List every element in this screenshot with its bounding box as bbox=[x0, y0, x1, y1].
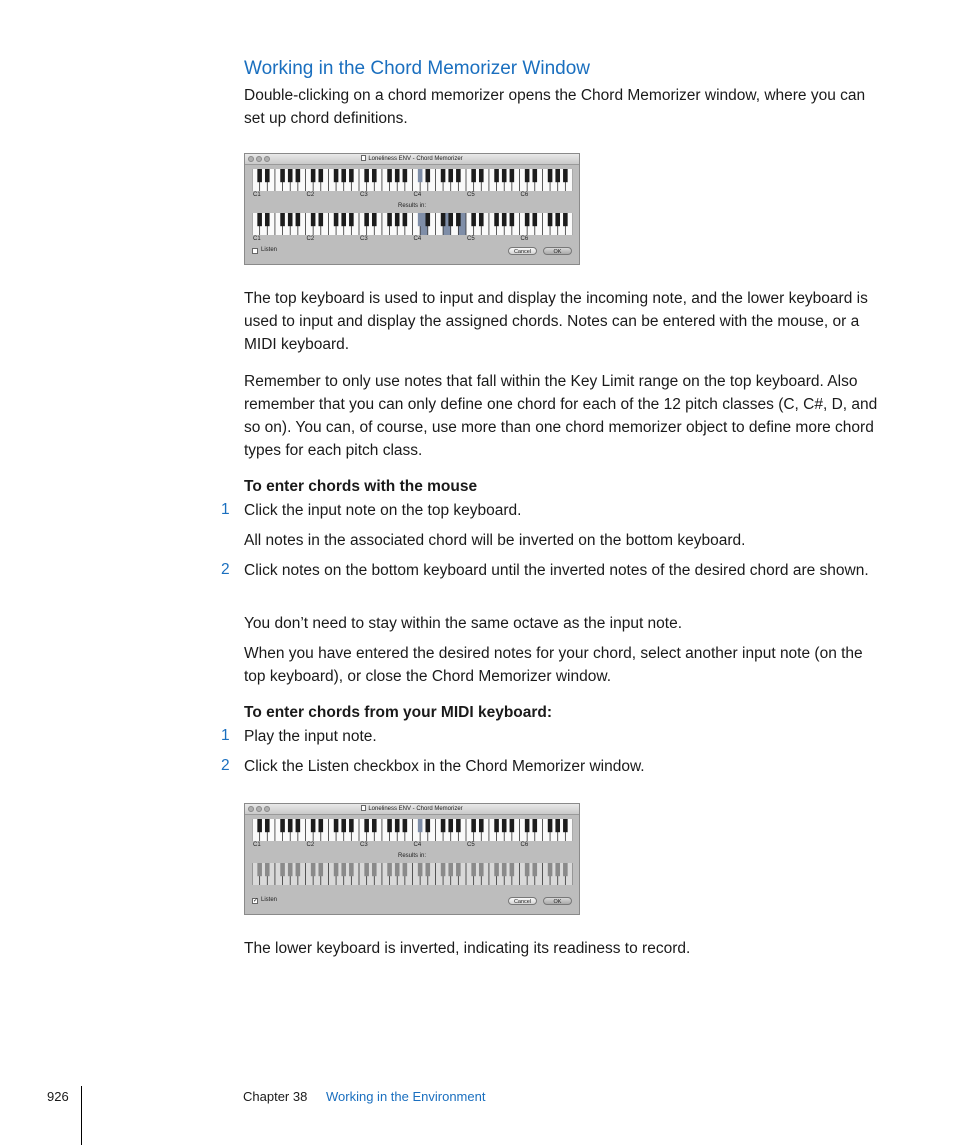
black-key bbox=[448, 213, 453, 226]
black-key bbox=[364, 169, 369, 182]
midi-step-2: Click the Listen checkbox in the Chord Memorizer window. bbox=[244, 758, 645, 775]
black-key bbox=[555, 819, 560, 832]
black-key bbox=[563, 213, 568, 226]
document-icon bbox=[361, 155, 366, 161]
black-key bbox=[288, 819, 293, 832]
black-key bbox=[510, 213, 515, 226]
output-keyboard-inverted[interactable] bbox=[252, 863, 573, 885]
black-key bbox=[280, 863, 285, 876]
input-keyboard[interactable] bbox=[252, 169, 573, 191]
page-number: 926 bbox=[47, 1089, 69, 1104]
ok-button[interactable]: OK bbox=[543, 247, 572, 255]
black-key bbox=[418, 169, 423, 182]
black-key bbox=[280, 169, 285, 182]
black-key bbox=[525, 213, 530, 226]
paragraph-key-limit: Remember to only use notes that fall within the Key Limit range on the top keyboard. Also remember that you can only define one chord for each of the 12 pitch classes (C, C#, D, and so on). You can, of course, use more than one chord memorizer object to define more chord types for each pitch class. bbox=[244, 373, 878, 459]
black-key bbox=[448, 863, 453, 876]
black-key bbox=[532, 819, 537, 832]
octave-label: C6 bbox=[520, 842, 529, 848]
black-key bbox=[257, 819, 262, 832]
step-number: 2 bbox=[221, 757, 230, 774]
black-key bbox=[349, 819, 354, 832]
step-number: 1 bbox=[221, 727, 230, 744]
black-key bbox=[425, 213, 430, 226]
black-key bbox=[265, 169, 270, 182]
black-key bbox=[456, 169, 461, 182]
mouse-heading: To enter chords with the mouse bbox=[244, 478, 478, 495]
chapter-label: Chapter 38 bbox=[243, 1089, 308, 1104]
black-key bbox=[364, 213, 369, 226]
black-key bbox=[265, 213, 270, 226]
black-key bbox=[555, 169, 560, 182]
black-key bbox=[425, 863, 430, 876]
cancel-button[interactable]: Cancel bbox=[508, 897, 537, 905]
black-key bbox=[471, 169, 476, 182]
octave-label: C4 bbox=[413, 842, 422, 848]
black-key bbox=[311, 863, 316, 876]
black-key bbox=[257, 213, 262, 226]
black-key bbox=[502, 169, 507, 182]
black-key bbox=[372, 819, 377, 832]
results-label: Results in: bbox=[397, 203, 426, 209]
black-key bbox=[494, 819, 499, 832]
octave-label: C3 bbox=[360, 192, 368, 198]
mouse-step-2: Click notes on the bottom keyboard until the inverted notes of the desired chord are shown. bbox=[244, 562, 869, 579]
black-key bbox=[296, 819, 301, 832]
black-key bbox=[418, 819, 423, 832]
black-key bbox=[341, 169, 346, 182]
black-key bbox=[334, 819, 339, 832]
black-key bbox=[510, 863, 515, 876]
octave-label: C4 bbox=[413, 192, 422, 198]
black-key bbox=[341, 863, 346, 876]
black-key bbox=[372, 169, 377, 182]
black-key bbox=[418, 213, 423, 226]
octave-label: C2 bbox=[306, 192, 315, 198]
black-key bbox=[364, 863, 369, 876]
black-key bbox=[318, 819, 323, 832]
input-keyboard[interactable] bbox=[252, 819, 573, 841]
black-key bbox=[510, 819, 515, 832]
listen-label: Listen bbox=[261, 897, 278, 903]
black-key bbox=[548, 863, 553, 876]
document-icon bbox=[361, 805, 366, 811]
black-key bbox=[372, 863, 377, 876]
black-key bbox=[510, 169, 515, 182]
listen-checkbox-checked[interactable]: ✓ bbox=[253, 898, 259, 904]
black-key bbox=[563, 169, 568, 182]
black-key bbox=[364, 819, 369, 832]
black-key bbox=[387, 819, 392, 832]
octave-label: C3 bbox=[360, 842, 368, 848]
black-key bbox=[456, 819, 461, 832]
black-key bbox=[395, 213, 400, 226]
black-key bbox=[532, 213, 537, 226]
black-key bbox=[563, 863, 568, 876]
black-key bbox=[525, 819, 530, 832]
black-key bbox=[525, 169, 530, 182]
black-key bbox=[471, 863, 476, 876]
octave-label: C6 bbox=[520, 192, 529, 198]
black-key bbox=[387, 169, 392, 182]
black-key bbox=[288, 169, 293, 182]
chord-memorizer-window-1 bbox=[244, 153, 580, 265]
black-key bbox=[555, 863, 560, 876]
listen-label: Listen bbox=[261, 247, 278, 253]
black-key bbox=[456, 863, 461, 876]
black-key bbox=[318, 169, 323, 182]
black-key bbox=[441, 169, 446, 182]
black-key bbox=[403, 819, 408, 832]
black-key bbox=[318, 863, 323, 876]
octave-label: C5 bbox=[467, 842, 475, 848]
mouse-step-1: Click the input note on the top keyboard. bbox=[244, 502, 522, 519]
black-key bbox=[334, 169, 339, 182]
closing-paragraph: The lower keyboard is inverted, indicating its readiness to record. bbox=[244, 940, 691, 957]
black-key bbox=[334, 863, 339, 876]
intro-paragraph: Double-clicking on a chord memorizer opens the Chord Memorizer window, where you can set up chord definitions. bbox=[244, 87, 866, 127]
black-key bbox=[441, 819, 446, 832]
black-key bbox=[387, 863, 392, 876]
black-key bbox=[548, 213, 553, 226]
footer-divider bbox=[81, 1086, 82, 1145]
black-key bbox=[403, 169, 408, 182]
black-key bbox=[563, 819, 568, 832]
black-key bbox=[425, 169, 430, 182]
black-key bbox=[548, 169, 553, 182]
black-key bbox=[532, 863, 537, 876]
black-key bbox=[494, 169, 499, 182]
black-key bbox=[296, 169, 301, 182]
black-key bbox=[257, 863, 262, 876]
black-key bbox=[448, 819, 453, 832]
octave-label: C1 bbox=[253, 192, 261, 198]
black-key bbox=[311, 819, 316, 832]
black-key bbox=[257, 169, 262, 182]
black-key bbox=[456, 213, 461, 226]
black-key bbox=[288, 863, 293, 876]
step-number: 1 bbox=[221, 501, 230, 518]
black-key bbox=[311, 213, 316, 226]
step-number: 2 bbox=[221, 561, 230, 578]
black-key bbox=[395, 169, 400, 182]
black-key bbox=[448, 169, 453, 182]
black-key bbox=[387, 213, 392, 226]
octave-label: C5 bbox=[467, 236, 475, 242]
window-title: Loneliness ENV - Chord Memorizer bbox=[368, 806, 463, 812]
octave-label: C3 bbox=[360, 236, 368, 242]
black-key bbox=[334, 213, 339, 226]
black-key bbox=[479, 863, 484, 876]
octave-label: C5 bbox=[467, 192, 475, 198]
mouse-step-2-note-2: When you have entered the desired notes for your chord, select another input note (on the top keyboard), or close the Chord Memorizer window. bbox=[244, 645, 863, 685]
black-key bbox=[494, 863, 499, 876]
black-key bbox=[418, 863, 423, 876]
window-titlebar bbox=[245, 154, 579, 165]
chord-memorizer-window-2 bbox=[244, 803, 580, 915]
octave-label: C6 bbox=[520, 236, 529, 242]
black-key bbox=[479, 213, 484, 226]
mouse-step-1-note: All notes in the associated chord will be inverted on the bottom keyboard. bbox=[244, 532, 746, 549]
octave-label: C2 bbox=[306, 236, 315, 242]
black-key bbox=[555, 213, 560, 226]
chapter-title-link[interactable]: Working in the Environment bbox=[326, 1089, 486, 1104]
black-key bbox=[425, 819, 430, 832]
results-label: Results in: bbox=[397, 853, 426, 859]
black-key bbox=[265, 819, 270, 832]
output-keyboard[interactable] bbox=[252, 213, 573, 235]
octave-label: C2 bbox=[306, 842, 315, 848]
black-key bbox=[349, 863, 354, 876]
section-title: Working in the Chord Memorizer Window bbox=[244, 58, 590, 79]
midi-step-1: Play the input note. bbox=[244, 728, 377, 745]
black-key bbox=[296, 863, 301, 876]
black-key bbox=[403, 213, 408, 226]
octave-label: C1 bbox=[253, 236, 261, 242]
window-titlebar bbox=[245, 804, 579, 815]
listen-checkbox[interactable] bbox=[252, 248, 258, 254]
black-key bbox=[532, 169, 537, 182]
octave-label: C4 bbox=[413, 236, 422, 242]
black-key bbox=[311, 169, 316, 182]
black-key bbox=[395, 863, 400, 876]
black-key bbox=[349, 169, 354, 182]
window-title: Loneliness ENV - Chord Memorizer bbox=[368, 156, 463, 162]
black-key bbox=[296, 213, 301, 226]
paragraph-keyboards: The top keyboard is used to input and display the incoming note, and the lower keyboard is used to input and display the assigned chords. Notes can be entered with the mouse, or a MIDI keyboard. bbox=[244, 290, 868, 353]
black-key bbox=[349, 213, 354, 226]
black-key bbox=[265, 863, 270, 876]
black-key bbox=[341, 213, 346, 226]
black-key bbox=[502, 863, 507, 876]
black-key bbox=[471, 819, 476, 832]
black-key bbox=[341, 819, 346, 832]
black-key bbox=[372, 213, 377, 226]
black-key bbox=[403, 863, 408, 876]
ok-button[interactable]: OK bbox=[543, 897, 572, 905]
midi-heading: To enter chords from your MIDI keyboard: bbox=[244, 704, 553, 721]
cancel-button[interactable]: Cancel bbox=[508, 247, 537, 255]
black-key bbox=[280, 213, 285, 226]
black-key bbox=[318, 213, 323, 226]
octave-label: C1 bbox=[253, 842, 261, 848]
black-key bbox=[502, 213, 507, 226]
black-key bbox=[395, 819, 400, 832]
black-key bbox=[525, 863, 530, 876]
black-key bbox=[280, 819, 285, 832]
black-key bbox=[479, 819, 484, 832]
black-key bbox=[471, 213, 476, 226]
black-key bbox=[494, 213, 499, 226]
black-key bbox=[288, 213, 293, 226]
mouse-step-2-note-1: You don’t need to stay within the same octave as the input note. bbox=[244, 615, 683, 632]
black-key bbox=[502, 819, 507, 832]
black-key bbox=[441, 213, 446, 226]
black-key bbox=[548, 819, 553, 832]
black-key bbox=[479, 169, 484, 182]
black-key bbox=[441, 863, 446, 876]
